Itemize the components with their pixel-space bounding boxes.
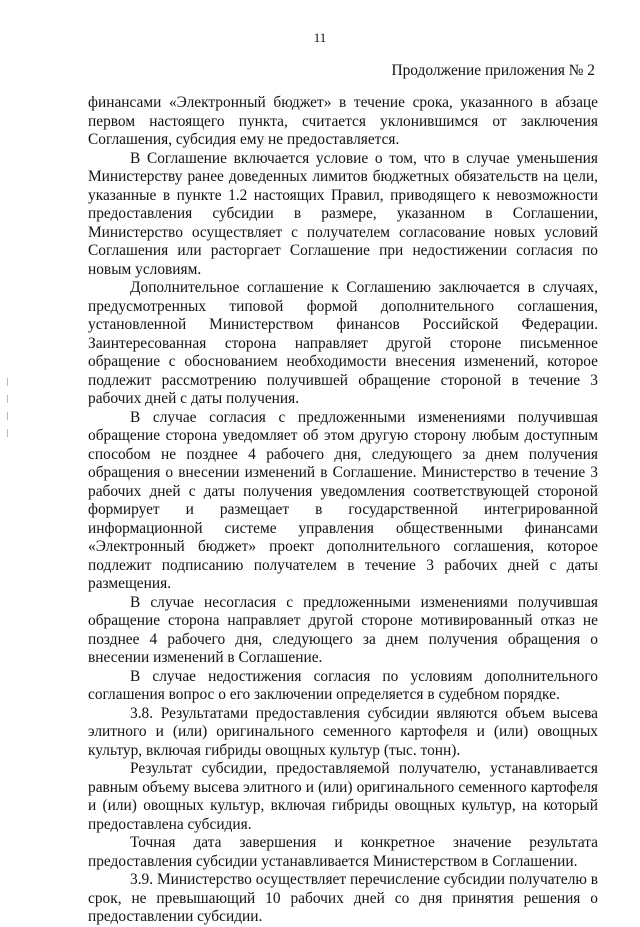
paragraph-subsidy-result: Результат субсидии, предоставляемой получателю, устанавливается равным объему высева элитного и (или) оригинального семенного картофеля и (или) овощных культур, включая гибриды овощных культур, на который предоставлена субсидия. [88,760,598,833]
paragraph-consent: В случае согласия с предложенными изменениями получившая обращение сторона уведомляет об этом другую сторону любым доступным способом не позднее 4 рабочего дня, следующего за днем получения обращения о внесении изменений в Соглашение. Министерство в течение 3 рабочих дней с даты получения уведомления соответствующей стороной формирует и размещает в государственной интегрированной информационной системе управления общественными финансами «Электронный бюджет» проект дополнительного соглашения, которое подлежит подписанию получателем в течение 3 рабочих дней с даты размещения. [88,408,598,592]
paragraph-clause-3-8: 3.8. Результатами предоставления субсидии являются объем высева элитного и (или) оригинального семенного картофеля и (или) овощных культур, включая гибриды овощных культур (тыс. тонн). [88,704,598,759]
paragraph-budget-limits: В Соглашение включается условие о том, что в случае уменьшения Министерству ранее доведенных лимитов бюджетных обязательств на цели, указанные в пункте 1.2 настоящих Правил, приводящего к невозможности предоставления субсидии в размере, указанном в Соглашении, Министерство осуществляет с получателем согласование новых условий Соглашения или расторгает Соглашение при недостижении согласия по новым условиям. [88,149,598,278]
paragraph-clause-3-9: 3.9. Министерство осуществляет перечисление субсидии получателю в срок, не превышающий 10 рабочих дней со дня принятия решения о предоставлении субсидии. [88,871,598,925]
appendix-header: Продолжение приложения № 2 [391,62,595,79]
scan-mark [7,395,8,403]
paragraph-continuation: финансами «Электронный бюджет» в течение срока, указанного в абзаце первом настоящего пункта, считается уклонившимся от заключения Соглашения, субсидия ему не предоставляется. [88,94,598,148]
paragraph-disagreement: В случае несогласия с предложенными изменениями получившая обращение сторона направляет другой стороне мотивированный отказ не позднее 4 рабочего дня, следующего за днем получения обращения о внесении изменений в Соглашение. [88,593,598,666]
scan-mark [7,412,8,420]
paragraph-completion-date: Точная дата завершения и конкретное значение результата предоставления субсидии устанавливается Министерством в Соглашении. [88,834,598,870]
scan-mark [7,429,8,437]
document-body [88,94,598,927]
page-number: 11 [313,30,327,45]
paragraph-court: В случае недостижения согласия по условиям дополнительного соглашения вопрос о его заключении определяется в судебном порядке. [88,667,598,703]
paragraph-additional-agreement: Дополнительное соглашение к Соглашению заключается в случаях, предусмотренных типовой формой дополнительного соглашения, установленной Министерством финансов Российской Федерации. Заинтересованная сторона направляет другой стороне письменное обращение с обоснованием необходимости внесения изменений, которое подлежит рассмотрению получившей обращение стороной в течение 3 рабочих дней с даты получения. [88,279,598,407]
scan-mark [7,378,8,386]
margin-scan-marks [6,378,9,448]
